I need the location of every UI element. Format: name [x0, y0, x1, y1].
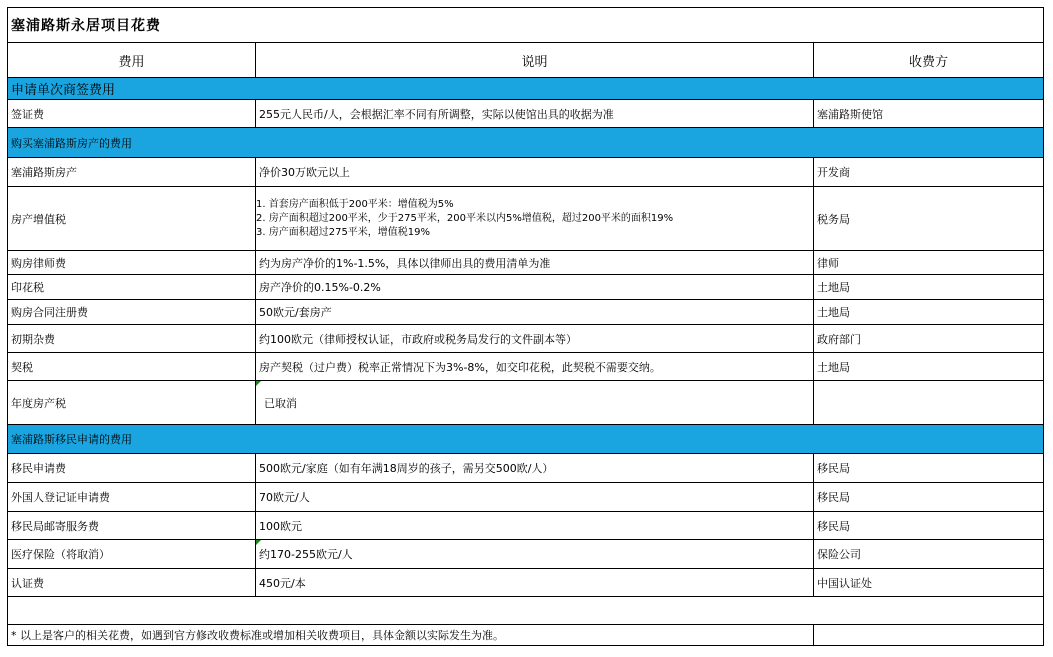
desc-list-item: 3. 房产面积超过275平米，增值税19% [256, 226, 431, 238]
desc-cell: 50欧元/套房产 [256, 300, 814, 325]
table-row [8, 300, 1044, 325]
blank-row [8, 597, 1044, 625]
desc-cell: 约170-255欧元/人 [256, 540, 814, 569]
fee-cell: 初期杂费 [8, 325, 256, 353]
desc-cell: 约100欧元（律师授权认证，市政府或税务局发行的文件副本等） [256, 325, 814, 353]
table-row [8, 251, 1044, 275]
header-fee: 费用 [8, 43, 256, 78]
fee-cell: 房产增值税 [8, 187, 256, 251]
fee-sheet [7, 7, 1043, 646]
table-row [8, 454, 1044, 483]
fee-cell: 购房律师费 [8, 251, 256, 275]
payee-cell: 中国认证处 [814, 569, 1044, 597]
desc-cell: 500欧元/家庭（如有年满18周岁的孩子，需另交500欧/人） [256, 454, 814, 483]
fee-cell: 医疗保险（将取消） [8, 540, 256, 569]
desc-cell: 房产净价的0.15%-0.2% [256, 275, 814, 300]
desc-cell: 70欧元/人 [256, 483, 814, 512]
payee-cell: 土地局 [814, 353, 1044, 381]
note-row [8, 625, 1044, 646]
title-row [8, 8, 1044, 43]
section-title-immigration: 塞浦路斯移民申请的费用 [8, 425, 1044, 454]
table-row [8, 158, 1044, 187]
payee-cell: 塞浦路斯使馆 [814, 100, 1044, 128]
desc-cell: 100欧元 [256, 512, 814, 540]
payee-cell: 保险公司 [814, 540, 1044, 569]
table-row [8, 325, 1044, 353]
fee-cell: 移民申请费 [8, 454, 256, 483]
desc-list-item: 2. 房产面积超过200平米，少于275平米，200平米以内5%增值税，超过200平米的面积19% [256, 212, 674, 224]
payee-cell: 政府部门 [814, 325, 1044, 353]
section-row-visa [8, 78, 1044, 100]
fee-cell: 外国人登记证申请费 [8, 483, 256, 512]
desc-cell: 已取消 [256, 381, 814, 425]
fee-cell: 塞浦路斯房产 [8, 158, 256, 187]
payee-cell: 移民局 [814, 512, 1044, 540]
table-row [8, 381, 1044, 425]
payee-cell: 移民局 [814, 483, 1044, 512]
fee-cell: 认证费 [8, 569, 256, 597]
desc-cell: 房产契税（过户费）税率正常情况下为3%-8%，如交印花税，此契税不需要交纳。 [256, 353, 814, 381]
payee-cell: 税务局 [814, 187, 1044, 251]
blank-cell [8, 597, 1044, 625]
fee-cell: 签证费 [8, 100, 256, 128]
payee-cell: 开发商 [814, 158, 1044, 187]
table-row [8, 569, 1044, 597]
section-title-property: 购买塞浦路斯房产的费用 [8, 128, 1044, 158]
desc-list-item: 1. 首套房产面积低于200平米：增值税为5% [256, 198, 454, 210]
table-row [8, 100, 1044, 128]
header-desc: 说明 [256, 43, 814, 78]
table-row [8, 512, 1044, 540]
fee-cell: 移民局邮寄服务费 [8, 512, 256, 540]
desc-list-cell [256, 187, 814, 251]
header-row [8, 43, 1044, 78]
desc-cell: 约为房产净价的1%-1.5%，具体以律师出具的费用清单为准 [256, 251, 814, 275]
fee-table [7, 7, 1044, 646]
sheet-title: 塞浦路斯永居项目花费 [8, 8, 1044, 43]
table-row [8, 187, 1044, 251]
payee-cell [814, 381, 1044, 425]
fee-cell: 契税 [8, 353, 256, 381]
table-row [8, 353, 1044, 381]
payee-cell: 土地局 [814, 275, 1044, 300]
note-empty-cell [814, 625, 1044, 646]
footnote: * 以上是客户的相关花费，如遇到官方修改收费标准或增加相关收费项目，具体金额以实际发生为准。 [8, 625, 814, 646]
table-row [8, 275, 1044, 300]
payee-cell: 土地局 [814, 300, 1044, 325]
section-title-visa: 申请单次商签费用 [8, 78, 1044, 100]
fee-cell: 年度房产税 [8, 381, 256, 425]
header-payee: 收费方 [814, 43, 1044, 78]
payee-cell: 律师 [814, 251, 1044, 275]
section-row-property [8, 128, 1044, 158]
payee-cell: 移民局 [814, 454, 1044, 483]
desc-cell: 450元/本 [256, 569, 814, 597]
table-row [8, 540, 1044, 569]
table-row [8, 483, 1044, 512]
desc-cell: 净价30万欧元以上 [256, 158, 814, 187]
fee-cell: 印花税 [8, 275, 256, 300]
desc-cell: 255元人民币/人，会根据汇率不同有所调整，实际以使馆出具的收据为准 [256, 100, 814, 128]
fee-cell: 购房合同注册费 [8, 300, 256, 325]
section-row-immigration [8, 425, 1044, 454]
